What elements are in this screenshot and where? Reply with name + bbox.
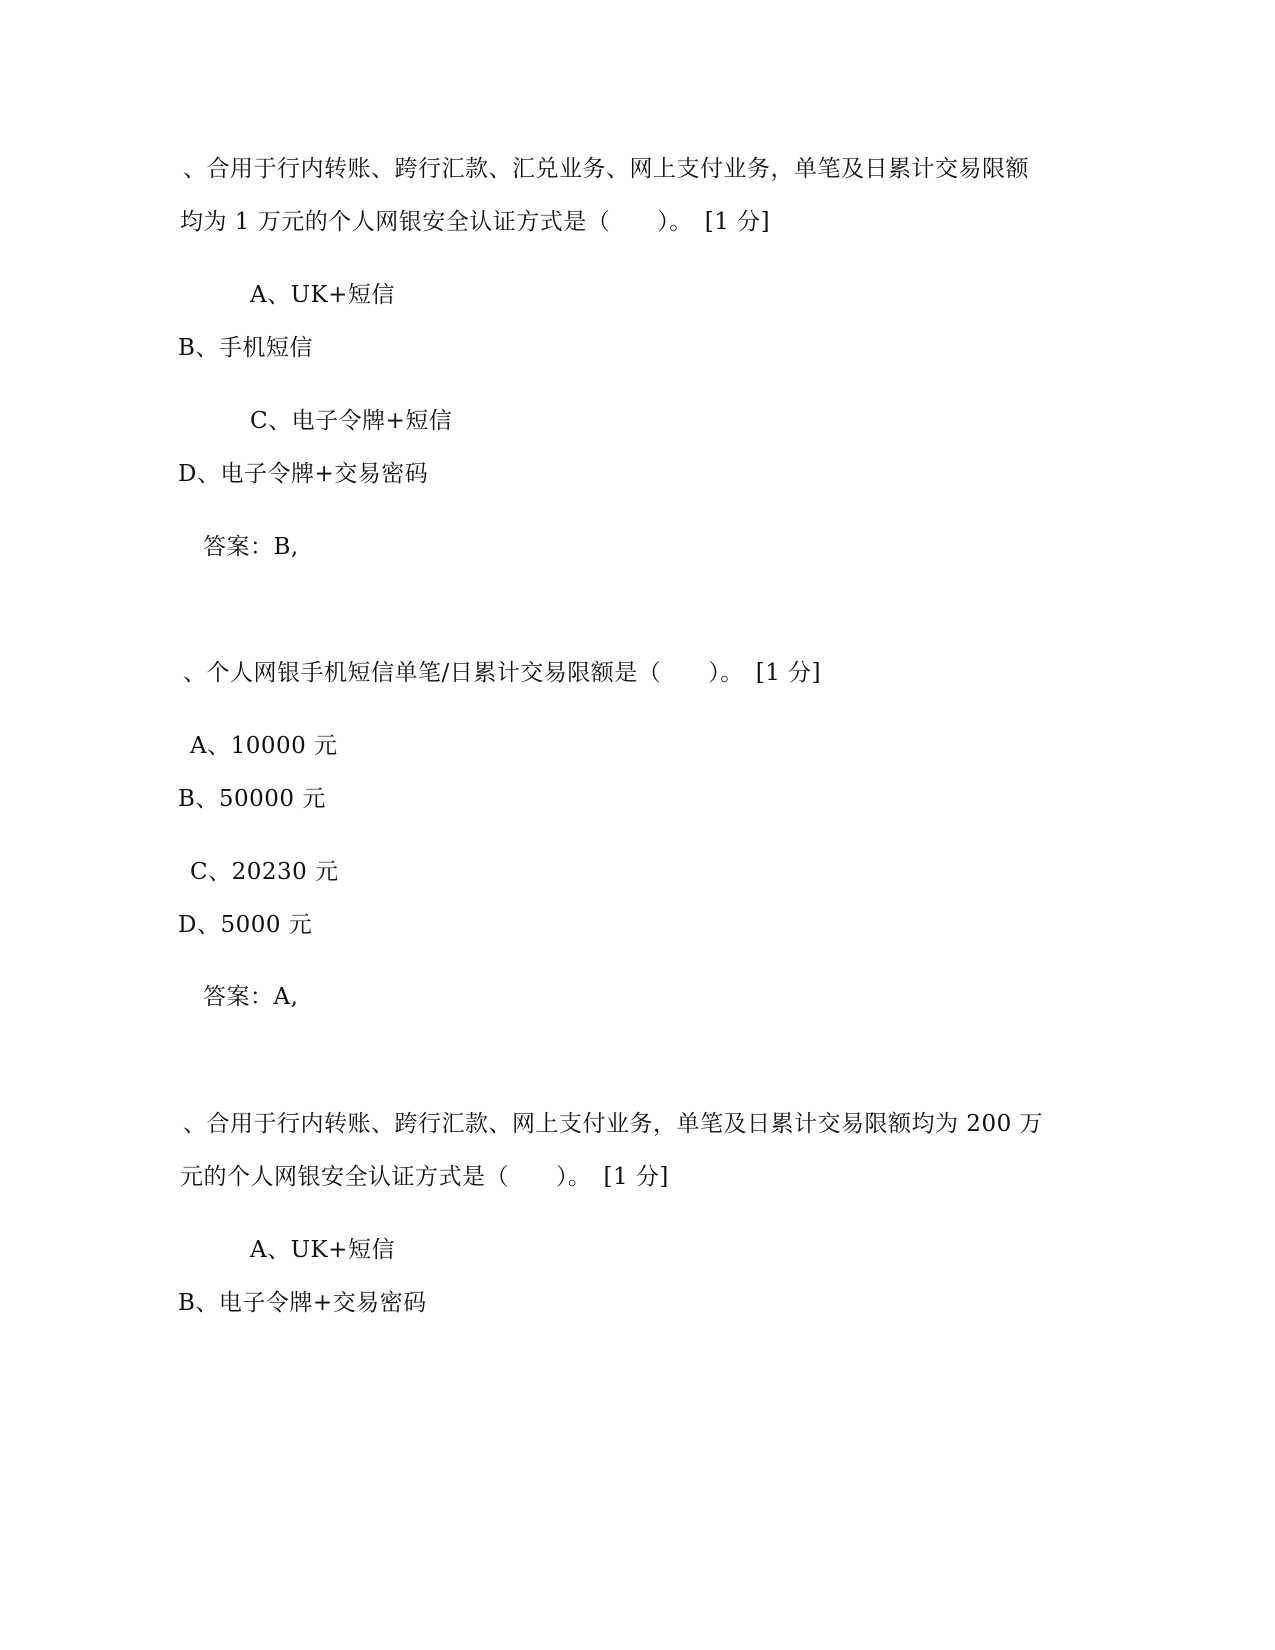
question-1-option-c: C、电子令牌+短信 — [250, 408, 453, 434]
question-2-option-a: A、10000 元 — [190, 733, 338, 759]
question-1-option-b: B、手机短信 — [178, 335, 313, 361]
question-3-option-b: B、电子令牌+交易密码 — [178, 1290, 427, 1316]
question-2-option-b: B、50000 元 — [178, 786, 326, 812]
question-2-stem-line-1: 、个人网银手机短信单笔/日累计交易限额是（ ）。 [1 分] — [183, 660, 822, 686]
question-2-option-d: D、5000 元 — [178, 912, 313, 938]
question-1-answer: 答案：B, — [203, 534, 299, 560]
question-3-stem-line-2: 元的个人网银安全认证方式是（ ）。 [1 分] — [180, 1164, 669, 1190]
question-3-stem-line-1: 、合用于行内转账、跨行汇款、网上支付业务，单笔及日累计交易限额均为 200 万 — [183, 1111, 1044, 1137]
question-1-stem-line-2: 均为 1 万元的个人网银安全认证方式是（ ）。 [1 分] — [180, 209, 771, 235]
question-1-stem-line-1: 、合用于行内转账、跨行汇款、汇兑业务、网上支付业务，单笔及日累计交易限额 — [183, 156, 1029, 182]
question-3-option-a: A、UK+短信 — [250, 1237, 395, 1263]
question-2-answer: 答案：A, — [203, 984, 299, 1010]
question-1-option-d: D、电子令牌+交易密码 — [178, 461, 429, 487]
question-2-option-c: C、20230 元 — [190, 859, 339, 885]
question-1-option-a: A、UK+短信 — [250, 282, 395, 308]
